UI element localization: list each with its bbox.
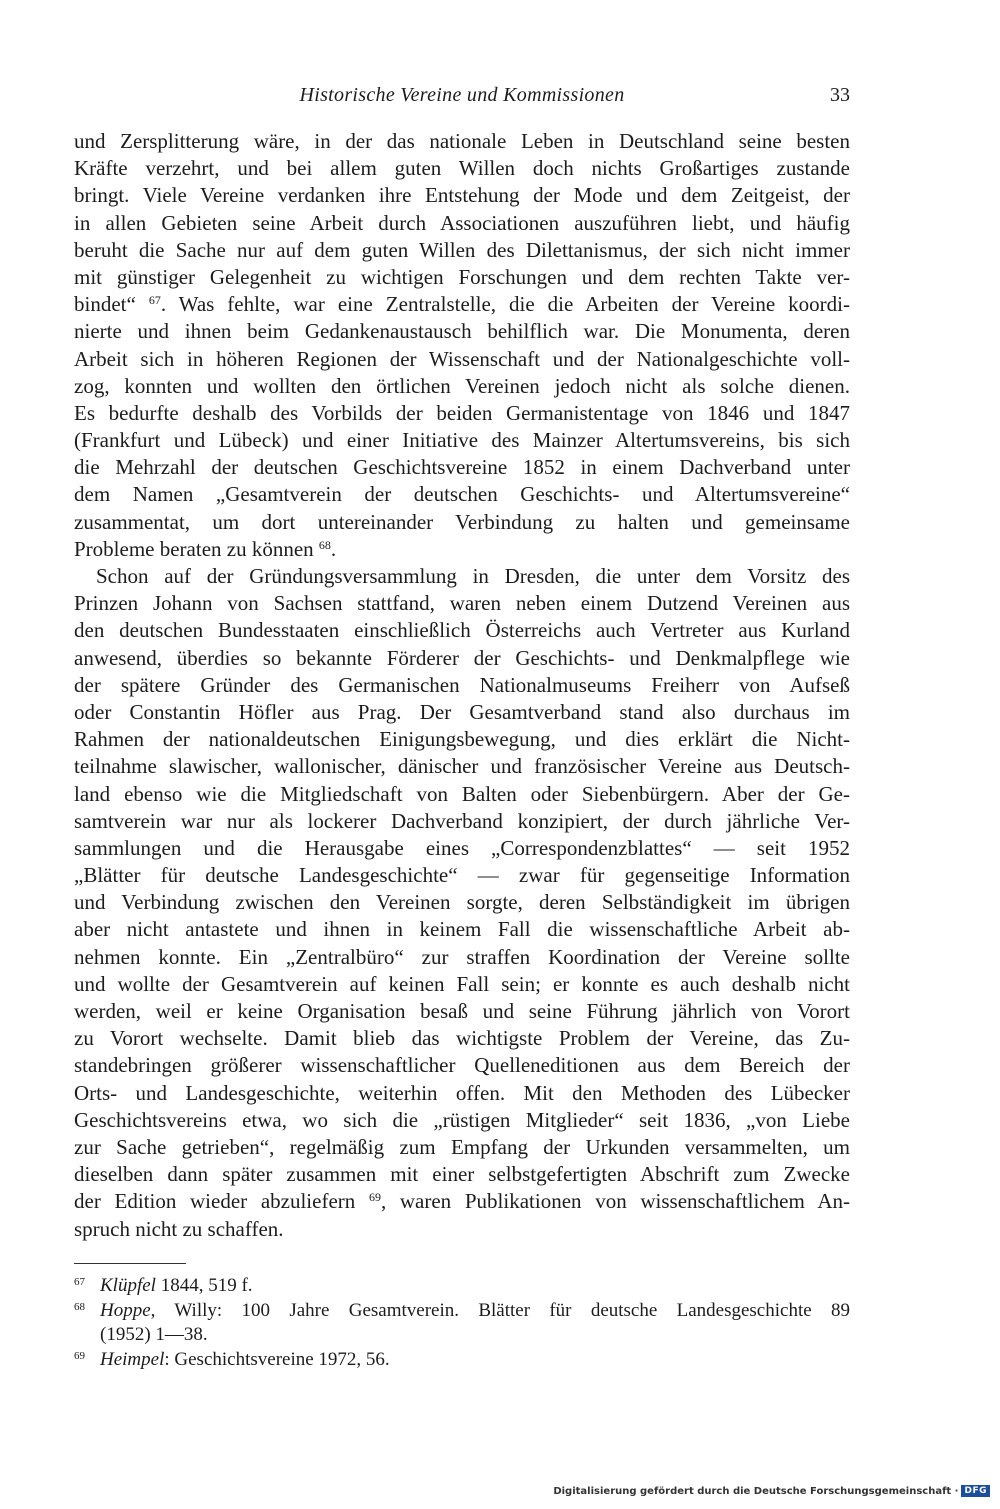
footnote-ref-67[interactable]: 67	[148, 293, 161, 308]
text-line: oder Constantin Höfler aus Prag. Der Gesamtverband stand also durchaus im	[74, 699, 850, 724]
text-line: Es bedurfte deshalb des Vorbilds der beiden Germanistentage von 1846 und 1847	[74, 400, 850, 425]
footnote-ref-69[interactable]: 69	[368, 1190, 381, 1205]
text-line: samtverein war nur als lockerer Dachverband konzipiert, der durch jährliche Ver-	[74, 808, 850, 833]
text-line: die Mehrzahl der deutschen Geschichtsvereine 1852 in einem Dachverband unter	[74, 455, 850, 480]
text-run: bindet“	[74, 292, 136, 317]
text-line: teilnahme slawischer, wallonischer, dänischer und französischer Vereine aus Deutsch-	[74, 754, 850, 779]
text-line: Schon auf der Gründungsversammlung in Dresden, die unter dem Vorsitz des	[96, 564, 850, 588]
page-number: 33	[830, 84, 850, 106]
text-line: zusammentat, um dort untereinander Verbindung zu halten und gemeinsame	[74, 509, 850, 534]
footnote-line: 68 Hoppe, Willy: 100 Jahre Gesamtverein. Blätter für deutsche Landesgeschichte 89	[74, 1299, 850, 1321]
text-line: anwesend, überdies so bekannte Förderer der Geschichts- und Denkmalpflege wie	[74, 645, 850, 670]
text-line: standebringen größerer wissenschaftlicher Quelleneditionen aus dem Bereich der	[74, 1053, 850, 1078]
text-line: mit günstiger Gelegenheit zu wichtigen Forschungen und dem rechten Takte ver-	[74, 264, 850, 289]
text-line: und wollte der Gesamtverein auf keinen Fall sein; er konnte es auch deshalb nicht	[74, 971, 850, 996]
running-head	[74, 84, 850, 110]
text-line: Kräfte verzehrt, und bei allem guten Willen doch nichts Großartiges zustande	[74, 156, 850, 181]
footnote-text: , Willy: 100 Jahre Gesamtverein. Blätter für deutsche Landesgeschichte 89	[150, 1299, 850, 1321]
digitization-credit	[553, 1485, 990, 1497]
paragraph-1	[74, 128, 850, 563]
text-line: spruch nicht zu schaffen.	[74, 1216, 284, 1241]
footnote-text: : Geschichtsvereine 1972, 56.	[164, 1348, 390, 1370]
text-line: den deutschen Bundesstaaten einschließlich Österreichs auch Vertreter aus Kurland	[74, 618, 850, 643]
text-line: Rahmen der nationaldeutschen Einigungsbewegung, und dies erklärt die Nicht-	[74, 727, 850, 752]
footnote-author: Hoppe	[100, 1299, 151, 1321]
text-line: land ebenso wie die Mitgliedschaft von Balten oder Siebenbürgern. Aber der Ge-	[74, 781, 850, 806]
footnote-69	[74, 1348, 850, 1373]
text-line: aber nicht antastete und ihnen in keinem Fall die wissenschaftliche Arbeit ab-	[74, 917, 850, 942]
text-line: und Zersplitterung wäre, in der das nationale Leben in Deutschland seine besten	[74, 129, 850, 153]
footnote-author: Heimpel	[100, 1348, 165, 1370]
text-run: Probleme beraten zu können	[74, 536, 314, 561]
text-line: beruht die Sache nur auf dem guten Willen des Dilettanismus, der sich nicht immer	[74, 237, 850, 262]
footnote-ref-68[interactable]: 68	[318, 537, 331, 552]
text-line: zog, konnten und wollten den örtlichen Vereinen jedoch nicht als solche dienen.	[74, 373, 850, 398]
text-line	[74, 536, 850, 563]
text-run: . Was fehlte, war eine Zentralstelle, die die Arbeiten der Vereine koordi-	[160, 292, 850, 317]
footnote-line: (1952) 1—38.	[100, 1324, 208, 1345]
footnote-author: Klüpfel	[100, 1275, 156, 1296]
footnote-68	[74, 1299, 850, 1348]
text-line: dieselben dann später zusammen mit einer selbstgefertigten Abschrift zum Zwecke	[74, 1162, 850, 1187]
footnote-line: 69 Heimpel: Geschichtsvereine 1972, 56.	[74, 1348, 390, 1370]
text-line: Arbeit sich in höheren Regionen der Wissenschaft und der Nationalgeschichte voll-	[74, 346, 850, 371]
text-line: „Blätter für deutsche Landesgeschichte“ — zwar für gegenseitige Information	[74, 863, 850, 888]
text-line: nehmen konnte. Ein „Zentralbüro“ zur straffen Koordination der Vereine sollte	[74, 944, 850, 969]
footnote-divider	[74, 1263, 186, 1264]
footnote-line: 67 Klüpfel 1844, 519 f.	[74, 1275, 253, 1296]
footnotes	[74, 1274, 850, 1372]
text-line: (Frankfurt und Lübeck) und einer Initiative des Mainzer Altertumsvereins, bis sich	[74, 428, 850, 453]
text-line	[74, 1188, 850, 1215]
text-line: nierte und ihnen beim Gedankenaustausch behilflich war. Die Monumenta, deren	[74, 319, 850, 344]
footnote-text: 1844, 519 f.	[155, 1275, 253, 1296]
paragraph-2	[74, 563, 850, 1243]
dfg-logo: DFG	[961, 1485, 990, 1497]
text-line: zur Sache getrieben“, regelmäßig zum Empfang der Urkunden versammelten, um	[74, 1134, 850, 1159]
text-line: sammlungen und die Herausgabe eines „Correspondenzblattes“ — seit 1952	[74, 835, 850, 860]
text-line: zu Vorort wechselte. Damit blieb das wichtigste Problem der Vereine, das Zu-	[74, 1026, 850, 1051]
text-line: Geschichtsvereins etwa, wo sich die „rüstigen Mitglieder“ seit 1836, „von Liebe	[74, 1107, 850, 1132]
text-run: .	[330, 536, 337, 561]
running-title: Historische Vereine und Kommissionen	[299, 84, 625, 106]
footnote-67	[74, 1274, 850, 1299]
text-line: Prinzen Johann von Sachsen stattfand, waren neben einem Dutzend Vereinen aus	[74, 591, 850, 616]
text-line: und Verbindung zwischen den Vereinen sorgte, deren Selbständigkeit im übrigen	[74, 890, 850, 915]
text-line: bringt. Viele Vereine verdanken ihre Entstehung der Mode und dem Zeitgeist, der	[74, 183, 850, 208]
text-line: dem Namen „Gesamtverein der deutschen Geschichts- und Altertumsvereine“	[74, 482, 850, 507]
body-text	[74, 128, 850, 1243]
text-run: der Edition wieder abzuliefern	[74, 1189, 356, 1214]
text-line	[74, 291, 850, 318]
text-line: werden, weil er keine Organisation besaß und seine Führung jährlich von Vorort	[74, 999, 850, 1023]
text-line: in allen Gebieten seine Arbeit durch Associationen auszuführen liebt, und häufig	[74, 210, 850, 235]
text-run: , waren Publikationen von wissenschaftlichem An-	[380, 1189, 850, 1214]
text-line: Orts- und Landesgeschichte, weiterhin offen. Mit den Methoden des Lübecker	[74, 1080, 850, 1105]
credit-text: Digitalisierung gefördert durch die Deutsche Forschungsgemeinschaft ·	[553, 1485, 959, 1497]
text-line: der spätere Gründer des Germanischen Nationalmuseums Freiherr von Aufseß	[74, 672, 850, 697]
